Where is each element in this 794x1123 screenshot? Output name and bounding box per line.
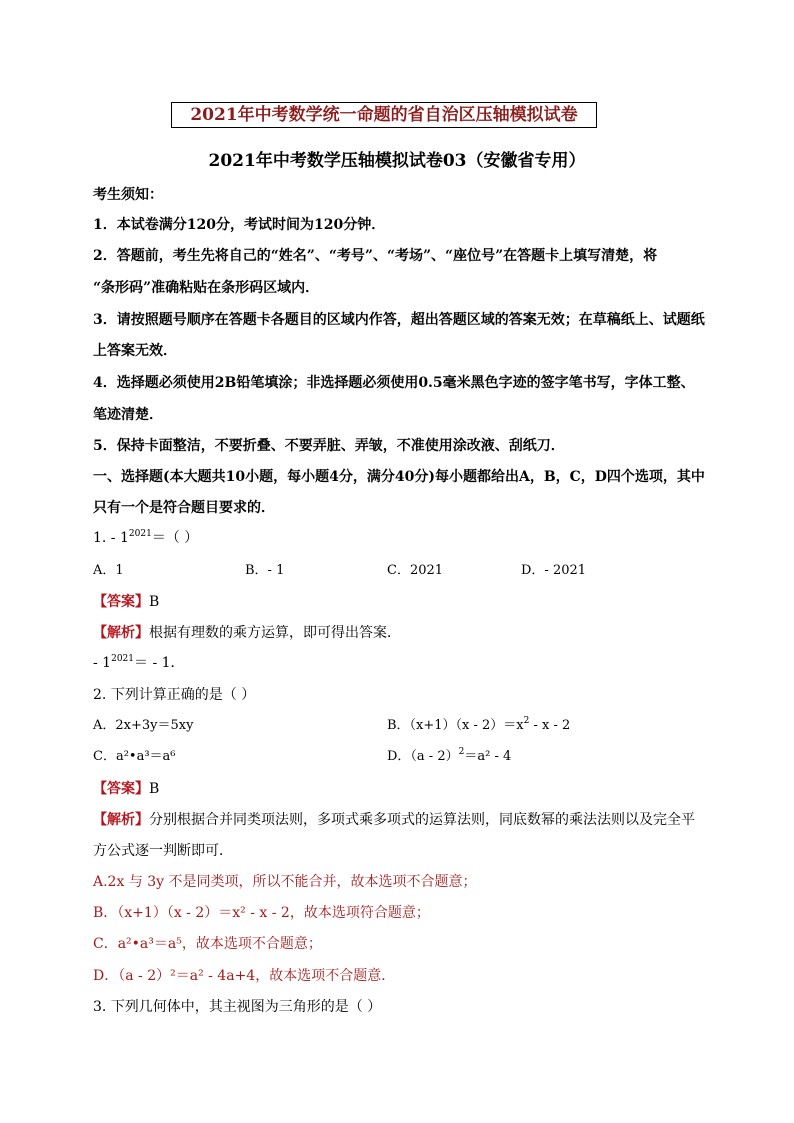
q2-option-d [387,748,511,766]
notice-heading: 考生须知： [93,187,163,203]
notice-item-2-cont: “条形码”准确粘贴在条形码区域内． [93,280,320,296]
notice-item-5: 5．保持卡面整洁，不要折叠、不要弄脏、弄皱，不准使用涂改液、刮纸刀． [93,438,565,454]
doc-title: 2021年中考数学压轴模拟试卷03（安徽省专用） [208,151,586,171]
notice-item-4: 4．选择题必须使用2B铅笔填涂；非选择题必须使用0.5毫米黑色字迹的签字笔书写，字体工整、 [93,375,695,391]
q1-work [93,654,185,672]
q2-answer-tag: 【答案】 [93,781,149,797]
q2-option-b-post: - x - 2 [529,718,571,733]
section-heading: 一、选择题(本大题共10小题，每小题4分，满分40分)每小题都给出A，B，C，D四个选项，其中 [93,469,705,485]
q2-option-b-exp: 2 [523,716,530,726]
q2-option-c: C．a²•a³＝a⁶ [93,749,176,764]
q2-explain-d: D．（a - 2）²＝a² - 4a+4，故本选项不合题意． [93,968,396,984]
notice-item-1: 1．本试卷满分120分，考试时间为120分钟． [93,217,386,233]
q2-analysis [93,811,695,829]
q2-option-d-pre: D．（a - 2） [387,749,459,764]
q2-analysis-text: 分别根据合并同类项法则，多项式乘多项式的运算法则，同底数幂的乘法法则以及完全平 [149,812,695,828]
q1-stem-post: ＝（ ） [151,530,199,546]
q1-work-exp: 2021 [111,654,134,664]
q1-answer-value: B [149,594,160,610]
q1-work-pre: - 1 [93,655,112,671]
q2-option-d-exp: 2 [458,747,465,757]
q1-stem [93,529,198,547]
q2-explain-a: A.2x 与 3y 不是同类项，所以不能合并，故本选项不合题意； [93,874,477,890]
notice-item-3-cont: 上答案无效． [93,343,177,359]
section-heading-cont: 只有一个是符合题目要求的． [93,500,275,516]
series-title-box [171,102,597,128]
q2-explain-c: C．a²•a³＝a⁵，故本选项不合题意； [93,936,322,952]
q2-stem: 2. 下列计算正确的是（ ） [93,687,256,703]
q2-option-b-pre: B．（x+1）（x - 2）＝x [387,718,524,733]
q1-work-post: ＝ - 1． [134,655,185,671]
series-title: 2021年中考数学统一命题的省自治区压轴模拟试卷 [190,105,578,125]
q3-stem: 3. 下列几何体中，其主视图为三角形的是（ ） [93,999,382,1015]
q2-option-b [387,717,570,735]
q1-stem-pre: 1. - 1 [93,530,129,546]
q1-option-d: D．- 2021 [521,563,587,578]
q1-answer [93,593,159,611]
q1-analysis-text: 根据有理数的乘方运算，即可得出答案． [149,625,401,641]
q2-option-a: A．2x+3y＝5xy [93,718,194,733]
q2-answer [93,780,159,798]
q2-explain-b: B．（x+1）（x - 2）＝x² - x - 2，故本选项符合题意； [93,905,430,921]
q1-analysis-tag: 【解析】 [93,625,149,641]
q2-analysis-tag: 【解析】 [93,812,149,828]
q1-stem-exp: 2021 [128,529,152,539]
q1-option-c: C．2021 [387,563,444,578]
notice-item-2: 2．答题前，考生先将自己的“姓名”、“考号”、“考场”、“座位号”在答题卡上填写清楚，将 [93,248,658,264]
notice-item-4-cont: 笔迹清楚． [93,407,163,423]
q2-option-d-post: ＝a² - 4 [464,749,512,764]
q1-answer-tag: 【答案】 [93,594,149,610]
q1-analysis [93,624,401,642]
q1-option-a: A．1 [93,563,124,578]
q2-answer-value: B [149,781,160,797]
q2-analysis-cont: 方公式逐一判断即可． [93,843,233,859]
q1-option-b: B．- 1 [245,563,285,578]
notice-item-3: 3．请按照题号顺序在答题卡各题目的区域内作答，超出答题区域的答案无效；在草稿纸上、试题纸 [93,312,705,328]
